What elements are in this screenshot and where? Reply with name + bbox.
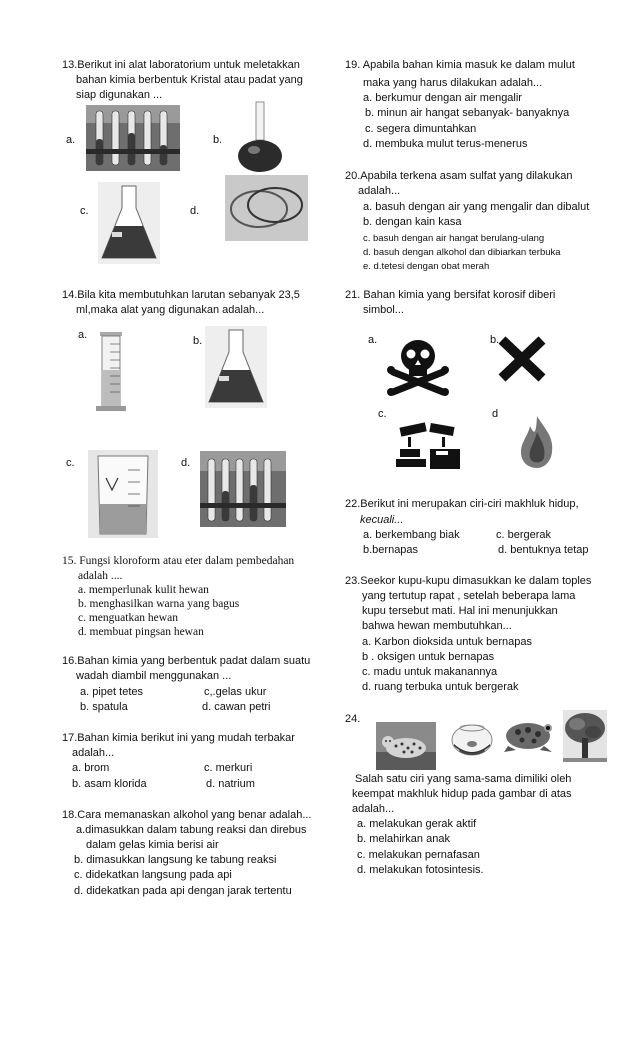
skull-crossbones-icon <box>385 334 451 396</box>
q19-option-a[interactable]: a. berkumur dengan air mengalir <box>363 92 522 104</box>
q18-option-b[interactable]: b. dimasukkan langsung ke tabung reaksi <box>74 854 277 866</box>
q24-line-2: keempat makhluk hidup pada gambar di atas <box>352 788 572 800</box>
q22-kecuali: kecuali... <box>360 514 404 526</box>
q17-option-c[interactable]: c. merkuri <box>204 762 253 774</box>
petri-dish-icon <box>225 175 308 241</box>
q20-line-2: adalah... <box>358 185 401 197</box>
q14-option-c[interactable]: c. <box>66 457 75 469</box>
q20-line-1: 20.Apabila terkena asam sulfat yang dilakukan <box>345 170 573 182</box>
q17-option-d[interactable]: d. natrium <box>206 778 255 790</box>
q15-line-1: 15. Fungsi kloroform atau eter dalam pembedahan <box>62 555 295 567</box>
q24-number: 24. <box>345 713 361 725</box>
q13-line-2: bahan kimia berbentuk Kristal atau padat yang <box>76 74 303 86</box>
q17-line-2: adalah... <box>72 747 115 759</box>
q16-line-1: 16.Bahan kimia yang berbentuk padat dalam suatu <box>62 655 311 667</box>
q13-option-a[interactable]: a. <box>66 134 76 146</box>
q22-option-c[interactable]: c. bergerak <box>496 529 552 541</box>
q16-option-c[interactable]: c,.gelas ukur <box>204 686 267 698</box>
q20-option-c[interactable]: c. basuh dengan air hangat berulang-ulang <box>363 233 545 244</box>
corrosive-icon <box>396 419 464 471</box>
leopard-photo-icon <box>376 722 436 770</box>
q18-option-a-cont: dalam gelas kimia berisi air <box>86 839 219 851</box>
q15-option-c[interactable]: c. menguatkan hewan <box>78 612 178 624</box>
q13-line-1: 13.Berikut ini alat laboratorium untuk meletakkan <box>62 59 300 71</box>
q18-option-a[interactable]: a.dimasukkan dalam tabung reaksi dan direbus <box>76 824 307 836</box>
q17-line-1: 17.Bahan kimia berikut ini yang mudah terbakar <box>62 732 295 744</box>
q15-line-2: adalah .... <box>78 570 123 582</box>
q21-option-c[interactable]: c. <box>378 408 387 420</box>
q24-option-c[interactable]: c. melakukan pernafasan <box>357 849 480 861</box>
q24-line-1: Salah satu ciri yang sama-sama dimiliki oleh <box>355 773 572 785</box>
tree-icon <box>563 710 607 762</box>
q14-option-b[interactable]: b. <box>193 335 203 347</box>
q20-option-a[interactable]: a. basuh dengan air yang mengalir dan dibalut <box>363 201 590 213</box>
q18-option-d[interactable]: d. didekatkan pada api dengan jarak tertentu <box>74 885 292 897</box>
q15-option-d[interactable]: d. membuat pingsan hewan <box>78 626 204 638</box>
erlenmeyer-flask-icon <box>98 182 160 264</box>
q20-option-e[interactable]: e. d.tetesi dengan obat merah <box>363 261 490 272</box>
q18-option-c[interactable]: c. didekatkan langsung pada api <box>74 869 232 881</box>
q14-option-d[interactable]: d. <box>181 457 191 469</box>
q13-option-c[interactable]: c. <box>80 205 89 217</box>
q18-line-1: 18.Cara memanaskan alkohol yang benar adalah... <box>62 809 312 821</box>
q20-option-b[interactable]: b. dengan kain kasa <box>363 216 462 228</box>
frog-icon <box>504 716 556 754</box>
q23-line-1: 23.Seekor kupu-kupu dimasukkan ke dalam toples <box>345 575 592 587</box>
q23-option-b[interactable]: b . oksigen untuk bernapas <box>362 651 495 663</box>
q17-option-b[interactable]: b. asam klorida <box>72 778 147 790</box>
q22-option-a[interactable]: a. berkembang biak <box>363 529 460 541</box>
q23-line-2: yang tertutup rapat , setelah beberapa lama <box>362 590 576 602</box>
q21-line-1: 21. Bahan kimia yang bersifat korosif diberi <box>345 289 556 301</box>
q22-option-d[interactable]: d. bentuknya tetap <box>498 544 589 556</box>
q22-line-1: 22.Berikut ini merupakan ciri-ciri makhluk hidup, <box>345 498 579 510</box>
q16-line-2: wadah diambil menggunakan ... <box>76 670 232 682</box>
fishbowl-icon <box>448 720 496 756</box>
q23-option-d[interactable]: d. ruang terbuka untuk bergerak <box>362 681 519 693</box>
q21-option-b[interactable]: b. <box>490 334 500 346</box>
beaker-icon <box>88 450 158 538</box>
q24-option-d[interactable]: d. melakukan fotosintesis. <box>357 864 484 876</box>
q23-line-3: kupu tersebut mati. Hal ini menunjukkan <box>362 605 558 617</box>
q23-option-a[interactable]: a. Karbon dioksida untuk bernapas <box>362 636 533 648</box>
test-tube-rack-icon-2 <box>200 451 286 527</box>
q14-line-2: ml,maka alat yang digunakan adalah... <box>76 304 265 316</box>
x-cross-icon <box>497 336 547 382</box>
q23-option-c[interactable]: c. madu untuk makanannya <box>362 666 498 678</box>
q21-option-a[interactable]: a. <box>368 334 378 346</box>
q23-line-4: bahwa hewan membutuhkan... <box>362 620 512 632</box>
q16-option-d[interactable]: d. cawan petri <box>202 701 271 713</box>
q19-line-1: 19. Apabila bahan kimia masuk ke dalam mulut <box>345 59 575 71</box>
q15-option-b[interactable]: b. menghasilkan warna yang bagus <box>78 598 240 610</box>
volumetric-flask-icon <box>232 100 288 174</box>
q13-line-3: siap digunakan ... <box>76 89 163 101</box>
q17-option-a[interactable]: a. brom <box>72 762 110 774</box>
measuring-cylinder-icon <box>88 330 136 414</box>
q24-option-b[interactable]: b. melahirkan anak <box>357 833 450 845</box>
q15-option-a[interactable]: a. memperlunak kulit hewan <box>78 584 209 596</box>
q24-line-3: adalah... <box>352 803 395 815</box>
q19-option-d[interactable]: d. membuka mulut terus-menerus <box>363 138 528 150</box>
test-tube-rack-icon <box>86 105 180 171</box>
q16-option-b[interactable]: b. spatula <box>80 701 128 713</box>
q19-line-2: maka yang harus dilakukan adalah... <box>363 77 543 89</box>
flame-icon <box>518 414 556 470</box>
q16-option-a[interactable]: a. pipet tetes <box>80 686 143 698</box>
q13-option-d[interactable]: d. <box>190 205 200 217</box>
q20-option-d[interactable]: d. basuh dengan alkohol dan dibiarkan terbuka <box>363 247 561 258</box>
erlenmeyer-flask-icon-2 <box>205 326 267 408</box>
q19-option-b[interactable]: b. minun air hangat sebanyak- banyaknya <box>365 107 570 119</box>
q14-option-a[interactable]: a. <box>78 329 88 341</box>
q24-option-a[interactable]: a. melakukan gerak aktif <box>357 818 477 830</box>
q14-line-1: 14.Bila kita membutuhkan larutan sebanyak 23,5 <box>62 289 300 301</box>
q13-option-b[interactable]: b. <box>213 134 223 146</box>
q21-line-2: simbol... <box>363 304 404 316</box>
q21-option-d[interactable]: d <box>492 408 499 420</box>
q19-option-c[interactable]: c. segera dimuntahkan <box>365 123 477 135</box>
q22-option-b[interactable]: b.bernapas <box>363 544 419 556</box>
